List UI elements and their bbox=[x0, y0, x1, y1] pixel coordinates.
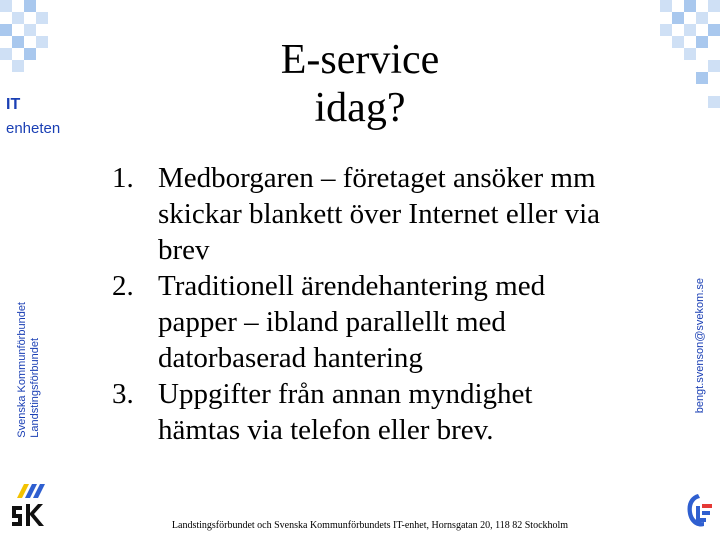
list-item-line: brev bbox=[158, 234, 210, 266]
list-item-number: 1. bbox=[112, 162, 134, 194]
slide-footer: Landstingsförbundet och Svenska Kommunförbundets IT-enhet, Hornsgatan 20, 118 82 Stockholm bbox=[171, 520, 569, 531]
list-item-number: 2. bbox=[112, 270, 134, 302]
list-item-number: 3. bbox=[112, 378, 134, 410]
org-name-1: Svenska Kommunförbundet bbox=[16, 302, 28, 438]
organization-vertical-text bbox=[16, 288, 46, 438]
list-item-line: datorbaserad hantering bbox=[158, 342, 423, 374]
enheten-label: enheten bbox=[6, 120, 61, 137]
lf-logo-icon bbox=[684, 492, 714, 530]
list-item bbox=[112, 268, 672, 376]
slide-title bbox=[200, 36, 520, 132]
contact-email: bengt.svenson@svekom.se bbox=[694, 278, 706, 414]
list-item-line: Medborgaren – företaget ansöker mm bbox=[158, 162, 596, 194]
bullet-list bbox=[112, 160, 672, 448]
list-item-line: Traditionell ärendehantering med bbox=[158, 270, 546, 302]
title-line-2: idag? bbox=[314, 85, 406, 131]
email-vertical-text bbox=[694, 278, 712, 462]
sk-logo-icon bbox=[10, 480, 46, 528]
list-item-line: skickar blankett över Internet eller via bbox=[158, 198, 601, 230]
list-item bbox=[112, 376, 672, 448]
list-item-line: hämtas via telefon eller brev. bbox=[158, 414, 494, 446]
list-item-line: papper – ibland parallellt med bbox=[158, 306, 506, 338]
list-item-line: Uppgifter från annan myndighet bbox=[158, 378, 533, 410]
it-label: IT bbox=[6, 96, 21, 113]
list-item bbox=[112, 160, 672, 268]
org-name-2: Landstingsförbundet bbox=[29, 338, 41, 438]
title-line-1: E-service bbox=[280, 37, 440, 83]
